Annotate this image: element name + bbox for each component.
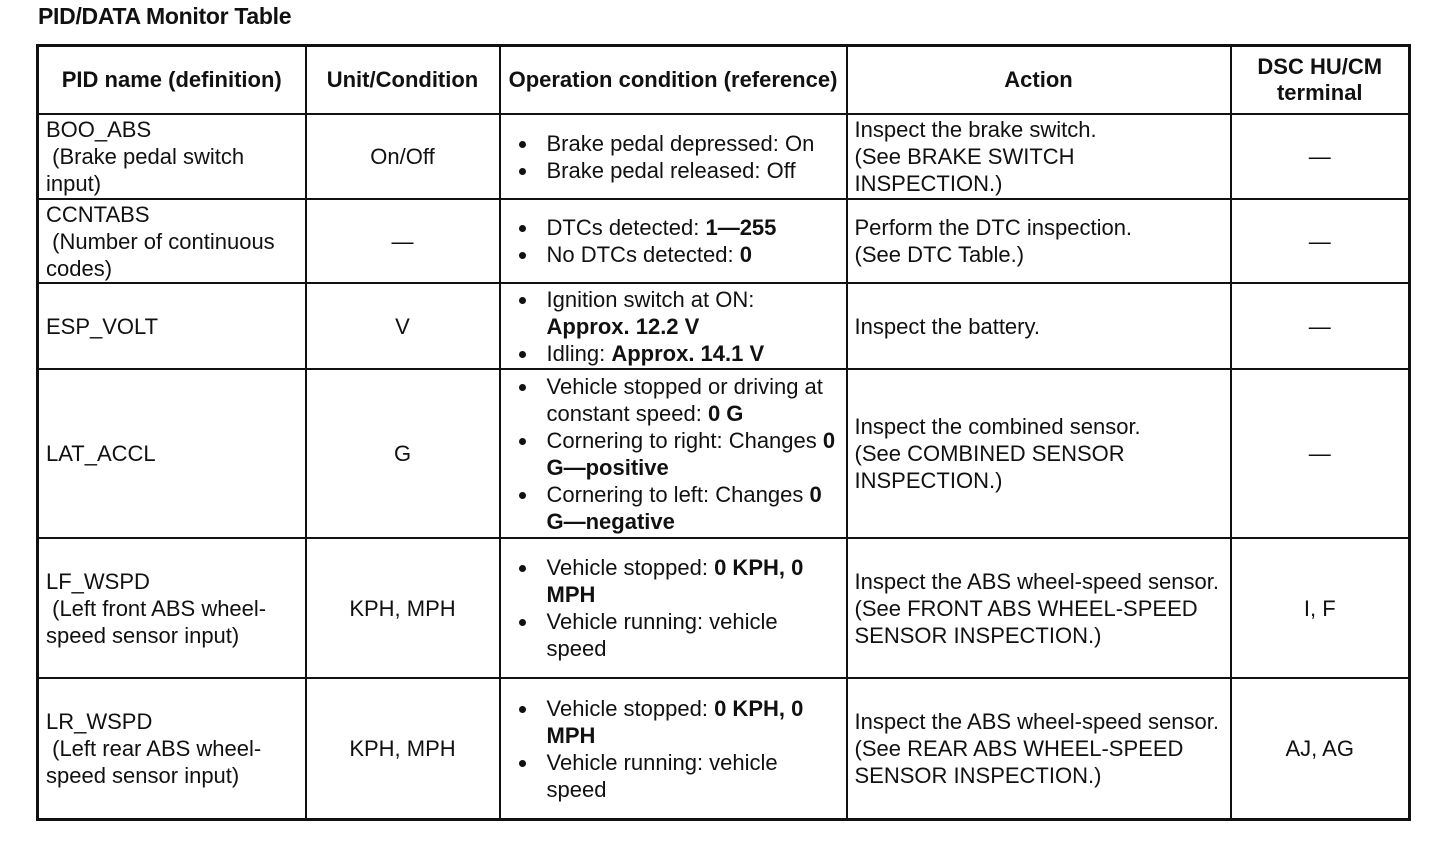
condition-list: [508, 214, 839, 268]
unit-cell: —: [306, 199, 500, 283]
operation-condition-cell: [500, 538, 847, 678]
table-body: [38, 114, 1410, 820]
terminal-cell: —: [1231, 369, 1410, 538]
action-text: Inspect the ABS wheel-speed sensor. (See REAR ABS WHEEL-SPEED SENSOR INSPECTION.): [854, 709, 1219, 788]
terminal-cell: —: [1231, 199, 1410, 283]
condition-value: 0 G—positive: [546, 427, 836, 480]
action-cell: [847, 283, 1231, 369]
condition-value: Approx. 14.1 V: [611, 340, 765, 366]
header-unit-condition: Unit/Condition: [306, 46, 500, 115]
action-text: Inspect the brake switch. (See BRAKE SWITCH INSPECTION.): [854, 117, 1097, 196]
unit-cell: On/Off: [306, 114, 500, 199]
terminal-cell: I, F: [1231, 538, 1410, 678]
condition-item: [508, 749, 839, 803]
condition-text: Cornering to left: Changes: [546, 481, 810, 507]
condition-value: Approx. 12.2 V: [546, 313, 700, 339]
operation-condition-cell: [500, 283, 847, 369]
condition-value: 0 G: [707, 400, 744, 426]
action-cell: [847, 369, 1231, 538]
pid-definition: (Left front ABS wheel-speed sensor input): [46, 595, 267, 648]
condition-text: Vehicle stopped:: [546, 555, 715, 580]
pid-name: CCNTABS: [46, 201, 150, 227]
terminal-cell: —: [1231, 283, 1410, 369]
condition-list: [508, 286, 839, 367]
pid-definition: (Left rear ABS wheel-speed sensor input): [46, 736, 262, 788]
condition-value: 0 G—negative: [546, 481, 822, 534]
operation-condition-cell: [500, 114, 847, 199]
unit-cell: G: [306, 369, 500, 538]
pid-name: LAT_ACCL: [46, 441, 156, 466]
condition-value: 0 KPH, 0 MPH: [546, 695, 804, 748]
action-text: Perform the DTC inspection. (See DTC Table.): [854, 215, 1133, 267]
condition-item: [508, 286, 839, 340]
table-row: [38, 283, 1410, 369]
condition-text: Vehicle stopped or driving at constant speed:: [546, 373, 823, 426]
unit-cell: KPH, MPH: [306, 538, 500, 678]
condition-value: 0 KPH, 0 MPH: [546, 555, 804, 607]
condition-list: [508, 695, 839, 803]
unit-cell: V: [306, 283, 500, 369]
condition-item: [508, 481, 839, 535]
pid-cell: [38, 283, 306, 369]
condition-text: Vehicle running: vehicle speed: [546, 609, 778, 661]
pid-cell: [38, 369, 306, 538]
header-action: Action: [847, 46, 1231, 115]
table-row: [38, 114, 1410, 199]
page-title: PID/DATA Monitor Table: [38, 3, 292, 29]
condition-text: Idling:: [546, 340, 612, 366]
action-text: Inspect the combined sensor. (See COMBINED SENSOR INSPECTION.): [854, 414, 1141, 493]
header-operation-condition: Operation condition (reference): [500, 46, 847, 115]
unit-cell: KPH, MPH: [306, 678, 500, 820]
pid-cell: [38, 678, 306, 820]
pid-definition: (Brake pedal switch input): [46, 144, 251, 196]
condition-item: [508, 157, 839, 184]
terminal-cell: —: [1231, 114, 1410, 199]
operation-condition-cell: [500, 678, 847, 820]
action-text: Inspect the battery.: [854, 313, 1040, 339]
terminal-cell: AJ, AG: [1231, 678, 1410, 820]
condition-text: Ignition switch at ON:: [546, 286, 755, 312]
table-row: [38, 678, 1410, 820]
action-cell: [847, 538, 1231, 678]
header-terminal: DSC HU/CM terminal: [1231, 46, 1410, 115]
pid-name: BOO_ABS: [46, 117, 152, 142]
pid-definition: (Number of continuous codes): [46, 228, 281, 281]
pid-name: ESP_VOLT: [46, 313, 159, 339]
condition-value: 0: [739, 242, 752, 267]
pid-name: LF_WSPD: [46, 568, 150, 594]
table-row: [38, 199, 1410, 283]
condition-text: Brake pedal released: Off: [546, 157, 796, 183]
condition-list: [508, 373, 839, 535]
condition-item: [508, 241, 839, 268]
action-text: Inspect the ABS wheel-speed sensor. (See FRONT ABS WHEEL-SPEED SENSOR INSPECTION.): [854, 568, 1219, 648]
pid-cell: [38, 199, 306, 283]
condition-text: Vehicle running: vehicle speed: [546, 749, 778, 802]
table-row: [38, 369, 1410, 538]
pid-name: LR_WSPD: [46, 709, 153, 734]
condition-text: No DTCs detected:: [546, 242, 740, 267]
condition-item: [508, 554, 839, 608]
condition-item: [508, 427, 839, 481]
condition-item: [508, 373, 839, 427]
operation-condition-cell: [500, 369, 847, 538]
pid-cell: [38, 538, 306, 678]
pid-cell: [38, 114, 306, 199]
operation-condition-cell: [500, 199, 847, 283]
table-header-row: [38, 46, 1410, 115]
condition-text: Cornering to right: Changes: [546, 427, 823, 453]
condition-list: [508, 130, 839, 184]
table-row: [38, 538, 1410, 678]
condition-text: DTCs detected:: [546, 215, 706, 240]
condition-item: [508, 130, 839, 157]
condition-value: 1—255: [705, 215, 777, 240]
condition-item: [508, 608, 839, 662]
condition-list: [508, 554, 839, 662]
condition-item: [508, 695, 839, 749]
action-cell: [847, 199, 1231, 283]
action-cell: [847, 114, 1231, 199]
condition-item: [508, 340, 839, 367]
condition-text: Vehicle stopped:: [546, 695, 715, 721]
condition-item: [508, 214, 839, 241]
header-pid-name: PID name (definition): [38, 46, 306, 115]
condition-text: Brake pedal depressed: On: [546, 130, 815, 156]
action-cell: [847, 678, 1231, 820]
pid-data-monitor-table: [36, 44, 1411, 821]
